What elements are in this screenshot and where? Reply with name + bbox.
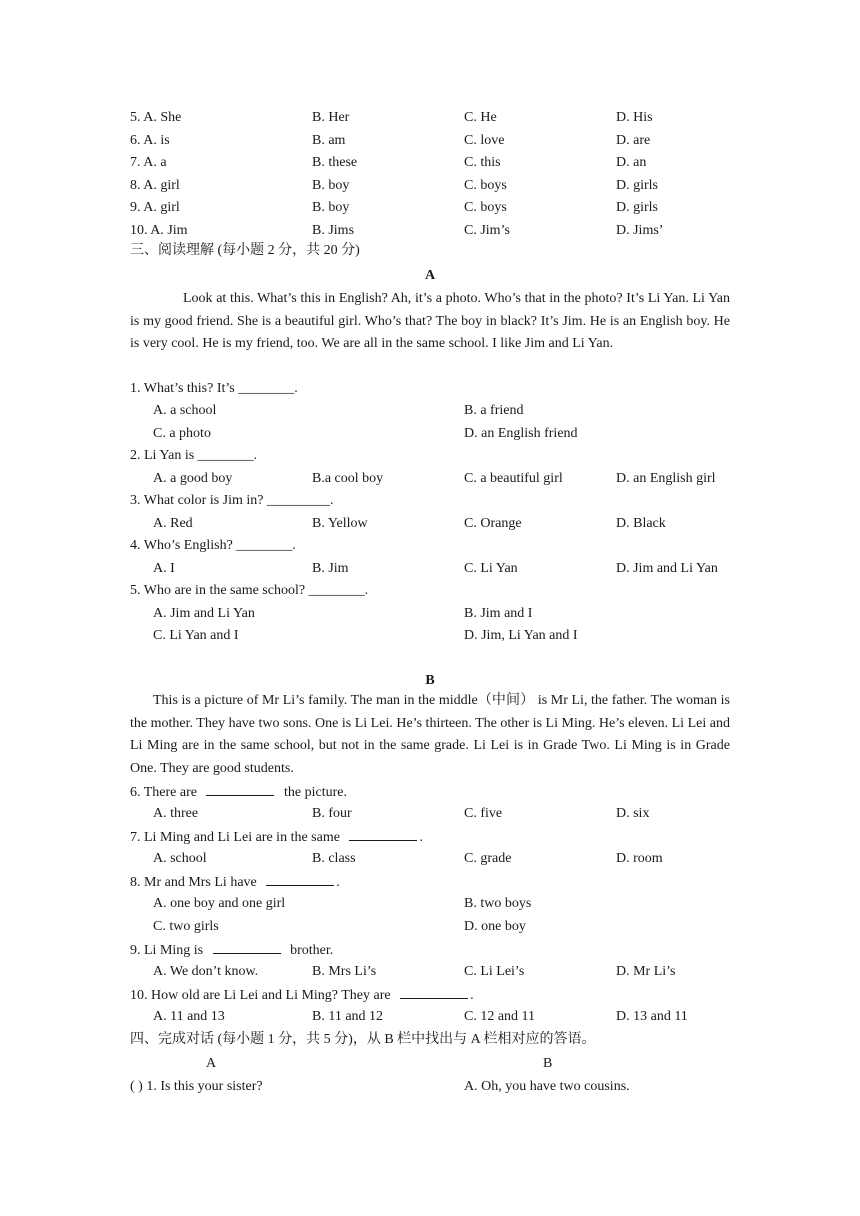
option-d[interactable]: D. Jim and Li Yan [616,561,718,576]
dialogue-answer: A. Oh, you have two cousins. [464,1079,630,1094]
question-7-suffix: . [419,830,423,845]
option-a[interactable]: A. a good boy [153,471,233,486]
dialogue-row-1 [130,1076,730,1098]
option-a[interactable]: A. school [153,851,207,866]
question-5-options [130,603,730,625]
cloze-row [130,130,730,152]
question-3-options [130,513,730,535]
option-c[interactable]: C. 12 and 11 [464,1009,536,1024]
option-c[interactable]: C. a photo [153,426,211,441]
question-8-text: 8. Mr and Mrs Li have [130,875,261,890]
question-8-options-2 [130,916,730,938]
section-3-heading: 三、阅读理解 (每小题 2 分，共 20 分) [130,243,360,258]
question-1-options [130,400,730,422]
option-a[interactable]: A. Red [153,516,193,531]
option-b[interactable]: B. Jim [312,561,349,576]
answer-blank[interactable] [206,781,274,796]
question-2-options [130,468,730,490]
option-b[interactable]: B. a friend [464,403,524,418]
option-b[interactable]: B. Mrs Li’s [312,964,377,979]
option-d[interactable]: D. one boy [464,919,526,934]
cloze-row [130,197,730,219]
passage-a-text: Look at this. What’s this in English? Ah, it’s a photo. Who’s that in the photo? It’s Li Yan. Li Yan is my good friend. She is a beautiful girl. Who’s that? The boy in black? It’s Jim. He is an English boy. He is very cool. He is my friend, too. We are all in the same school. I like Jim and Li Yan. [130,291,730,351]
question-6 [130,781,730,803]
option-c[interactable]: C. love [464,133,505,148]
section-4-heading: 四、完成对话 (每小题 1 分，共 5 分)，从 B 栏中找出与 A 栏相对应的答语。 [130,1032,596,1047]
option-d[interactable]: D. an English friend [464,426,578,441]
answer-blank[interactable] [400,984,468,999]
cloze-row [130,220,730,242]
option-a[interactable]: 10. A. Jim [130,223,188,238]
option-d[interactable]: D. Black [616,516,666,531]
question-9-suffix: brother. [286,943,334,958]
question-8-suffix: . [336,875,340,890]
question-8-options [130,893,730,915]
option-c[interactable]: C. Jim’s [464,223,510,238]
question-9 [130,939,730,961]
option-a[interactable]: 7. A. a [130,155,167,170]
answer-blank[interactable] [213,939,281,954]
option-d[interactable]: D. room [616,851,663,866]
option-b[interactable]: B. four [312,806,352,821]
option-c[interactable]: C. He [464,110,497,125]
option-a[interactable]: 6. A. is [130,133,170,148]
question-6-text: 6. There are [130,785,201,800]
option-a[interactable]: 5. A. She [130,110,182,125]
option-d[interactable]: D. an English girl [616,471,716,486]
cloze-row [130,107,730,129]
option-b[interactable]: B. Her [312,110,350,125]
option-c[interactable]: C. Orange [464,516,522,531]
option-c[interactable]: C. two girls [153,919,219,934]
question-10-options [130,1006,730,1028]
option-d[interactable]: D. an [616,155,647,170]
answer-blank[interactable] [266,871,334,886]
question-4-options [130,558,730,580]
option-d[interactable]: D. 13 and 11 [616,1009,688,1024]
option-c[interactable]: C. boys [464,178,507,193]
option-c[interactable]: C. Li Yan [464,561,518,576]
option-a[interactable]: A. one boy and one girl [153,896,286,911]
cloze-row [130,175,730,197]
option-b[interactable]: B. Jim and I [464,606,533,621]
option-a[interactable]: A. a school [153,403,217,418]
option-a[interactable]: A. three [153,806,199,821]
question-7 [130,826,730,848]
question-10 [130,984,730,1006]
option-b[interactable]: B. 11 and 12 [312,1009,384,1024]
option-a[interactable]: A. We don’t know. [153,964,259,979]
option-b[interactable]: B. am [312,133,346,148]
question-5-options-2 [130,625,730,647]
question-9-options [130,961,730,983]
question-4: 4. Who’s English? ________. [130,538,296,553]
option-a[interactable]: 9. A. girl [130,200,180,215]
option-b[interactable]: B.a cool boy [312,471,384,486]
option-d[interactable]: D. Mr Li’s [616,964,676,979]
passage-a-label: A [424,268,436,283]
option-b[interactable]: B. two boys [464,896,532,911]
question-3: 3. What color is Jim in? _________. [130,493,334,508]
question-1: 1. What’s this? It’s ________. [130,381,298,396]
option-b[interactable]: B. these [312,155,358,170]
option-b[interactable]: B. Yellow [312,516,368,531]
question-6-suffix: the picture. [280,785,347,800]
option-c[interactable]: C. this [464,155,501,170]
dialogue-question[interactable]: ( ) 1. Is this your sister? [130,1079,263,1094]
option-d[interactable]: D. His [616,110,653,125]
question-10-suffix: . [470,988,474,1003]
option-d[interactable]: D. girls [616,178,658,193]
option-a[interactable]: A. 11 and 13 [153,1009,225,1024]
option-b[interactable]: B. boy [312,200,350,215]
option-c[interactable]: C. Li Yan and I [153,628,239,643]
option-d[interactable]: D. Jims’ [616,223,664,238]
question-6-options [130,803,730,825]
option-b[interactable]: B. boy [312,178,350,193]
option-d[interactable]: D. are [616,133,651,148]
option-a[interactable]: 8. A. girl [130,178,180,193]
column-b-header: B [543,1056,553,1071]
answer-blank[interactable] [349,826,417,841]
question-5: 5. Who are in the same school? ________. [130,583,369,598]
option-b[interactable]: B. Jims [312,223,355,238]
question-8 [130,871,730,893]
option-c[interactable]: C. five [464,806,503,821]
option-d[interactable]: D. girls [616,200,658,215]
passage-b-label: B [425,673,435,688]
option-a[interactable]: A. Jim and Li Yan [153,606,255,621]
option-a[interactable]: A. I [153,561,175,576]
option-c[interactable]: C. Li Lei’s [464,964,525,979]
option-d[interactable]: D. six [616,806,650,821]
option-c[interactable]: C. a beautiful girl [464,471,563,486]
option-c[interactable]: C. boys [464,200,507,215]
question-2: 2. Li Yan is ________. [130,448,258,463]
column-a-header: A [206,1056,217,1071]
option-c[interactable]: C. grade [464,851,512,866]
question-10-text: 10. How old are Li Lei and Li Ming? They are [130,988,395,1003]
option-d[interactable]: D. Jim, Li Yan and I [464,628,578,643]
option-b[interactable]: B. class [312,851,356,866]
passage-b-text: This is a picture of Mr Li’s family. The man in the middle（中间） is Mr Li, the father. The woman is the mother. They have two sons. One is Li Lei. He’s thirteen. The other is Li Ming. He’s eleven. Li Lei and Li Ming are in the same school, but not in the same grade. Li Lei is in Grade Two. Li Ming is in Grade One. They are good students. [130,693,730,776]
cloze-row [130,152,730,174]
question-7-options [130,848,730,870]
question-9-text: 9. Li Ming is [130,943,207,958]
dialogue-column-headers [130,1053,730,1075]
question-1-options-2 [130,423,730,445]
question-7-text: 7. Li Ming and Li Lei are in the same [130,830,344,845]
